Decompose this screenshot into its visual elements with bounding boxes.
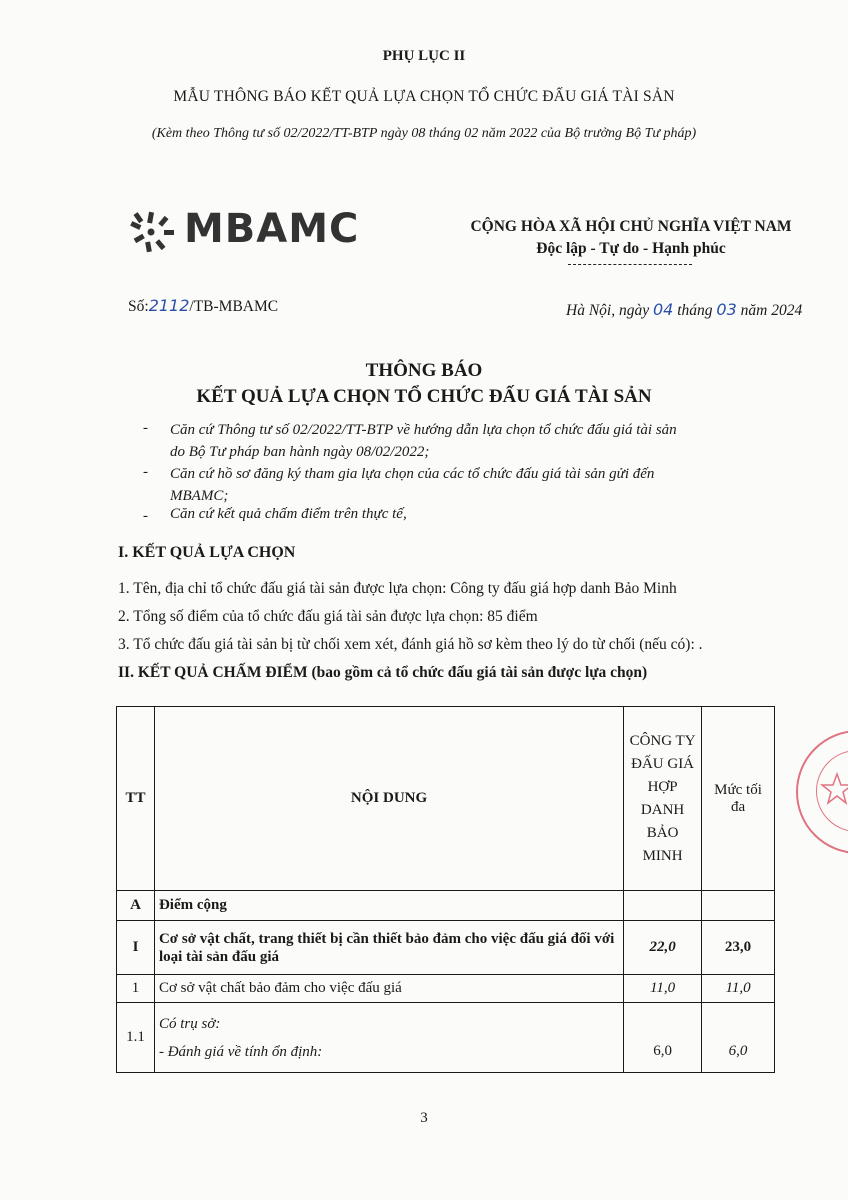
row-max-score — [702, 891, 775, 921]
header-company: CÔNG TY ĐẤU GIÁ HỢP DANH BẢO MINH — [624, 707, 702, 891]
basis-dash-1: - — [143, 420, 148, 436]
row-tt: 1 — [117, 975, 155, 1003]
table-row — [117, 921, 775, 975]
basis-dash-3: - — [143, 508, 148, 524]
basis-1 — [170, 419, 677, 463]
date-month: 03 — [716, 300, 737, 319]
score-table — [116, 706, 775, 1073]
basis-1-line1: Căn cứ Thông tư số 02/2022/TT-BTP về hướng dẫn lựa chọn tổ chức đấu giá tài sản — [170, 422, 677, 438]
seal-star-icon — [820, 772, 848, 806]
row-content-b: - Đánh giá về tính ổn định: — [158, 1043, 323, 1060]
appendix-title: PHỤ LỤC II — [382, 48, 466, 64]
table-row — [117, 975, 775, 1003]
row-company-score: 22,0 — [624, 921, 702, 975]
row-content-a: Có trụ sở: — [158, 1015, 221, 1032]
date-part1: Hà Nội, ngày — [566, 302, 650, 319]
company-seal-stamp — [796, 730, 848, 854]
header-max: Mức tối đa — [702, 707, 775, 891]
row-tt: I — [117, 921, 155, 975]
row-company-score: 6,0 — [624, 1003, 702, 1073]
header-content: NỘI DUNG — [154, 707, 623, 891]
section2-title: II. KẾT QUẢ CHẤM ĐIỂM (bao gồm cả tổ chức đấu giá tài sản được lựa chọn) — [118, 664, 648, 681]
notice-title: THÔNG BÁO — [365, 360, 483, 381]
form-title: MẪU THÔNG BÁO KẾT QUẢ LỰA CHỌN TỔ CHỨC ĐẤU GIÁ TÀI SẢN — [173, 88, 675, 105]
doc-number-prefix: Số: — [128, 298, 149, 315]
basis-2-line1: Căn cứ hồ sơ đăng ký tham gia lựa chọn của các tổ chức đấu giá tài sản gửi đến — [170, 466, 655, 482]
basis-dash-2: - — [143, 464, 148, 480]
basis-1-line2: do Bộ Tư pháp ban hành ngày 08/02/2022; — [170, 444, 430, 460]
logo-mark-icon — [128, 210, 178, 254]
date-day: 04 — [652, 300, 674, 319]
section1-item-2: 2. Tổng số điểm của tổ chức đấu giá tài sản được lựa chọn: 85 điểm — [118, 608, 538, 625]
basis-2 — [170, 463, 654, 507]
row-content: Cơ sở vật chất, trang thiết bị cần thiết bảo đảm cho việc đấu giá đối với loại tài sản đấu giá — [154, 921, 623, 975]
section1-item-1: 1. Tên, địa chỉ tổ chức đấu giá tài sản được lựa chọn: Công ty đấu giá hợp danh Bảo Minh — [118, 580, 677, 597]
basis-2-line2: MBAMC; — [170, 488, 229, 504]
row-tt: 1.1 — [117, 1003, 155, 1073]
section1-item-3: 3. Tổ chức đấu giá tài sản bị từ chối xem xét, đánh giá hồ sơ kèm theo lý do từ chối (nếu có): . — [118, 636, 703, 653]
document-number — [128, 296, 278, 316]
row-company-score: 11,0 — [624, 975, 702, 1003]
basis-3 — [170, 503, 407, 525]
row-max-score: 23,0 — [702, 921, 775, 975]
date-part3: năm 2024 — [740, 302, 803, 319]
date-part2: tháng — [677, 302, 713, 319]
attached-note: (Kèm theo Thông tư số 02/2022/TT-BTP ngày 08 tháng 02 năm 2022 của Bộ trưởng Bộ Tư pháp) — [151, 126, 697, 141]
page-number: 3 — [420, 1110, 428, 1126]
header-tt: TT — [117, 707, 155, 891]
row-max-score: 6,0 — [702, 1003, 775, 1073]
row-tt: A — [117, 891, 155, 921]
row-company-score — [624, 891, 702, 921]
logo-text: MBAMC — [184, 206, 360, 252]
doc-number-suffix: /TB-MBAMC — [189, 298, 279, 315]
section1-title: I. KẾT QUẢ LỰA CHỌN — [118, 544, 296, 561]
row-content — [154, 1003, 623, 1073]
doc-number-handwritten: 2112 — [148, 296, 190, 315]
table-row — [117, 891, 775, 921]
notice-subtitle: KẾT QUẢ LỰA CHỌN TỔ CHỨC ĐẤU GIÁ TÀI SẢN — [196, 386, 652, 407]
date-line — [566, 300, 802, 320]
basis-3-line1: Căn cứ kết quả chấm điểm trên thực tế, — [170, 506, 407, 522]
row-max-score: 11,0 — [702, 975, 775, 1003]
row-content: Điểm cộng — [154, 891, 623, 921]
row-content: Cơ sở vật chất bảo đảm cho việc đấu giá — [154, 975, 623, 1003]
motto-line: Độc lập - Tự do - Hạnh phúc — [536, 240, 726, 257]
mbamc-logo — [128, 206, 358, 258]
republic-line: CỘNG HÒA XÃ HỘI CHỦ NGHĨA VIỆT NAM — [470, 218, 792, 235]
table-row — [117, 1003, 775, 1073]
motto-underline — [568, 264, 692, 265]
table-header-row — [117, 707, 775, 891]
